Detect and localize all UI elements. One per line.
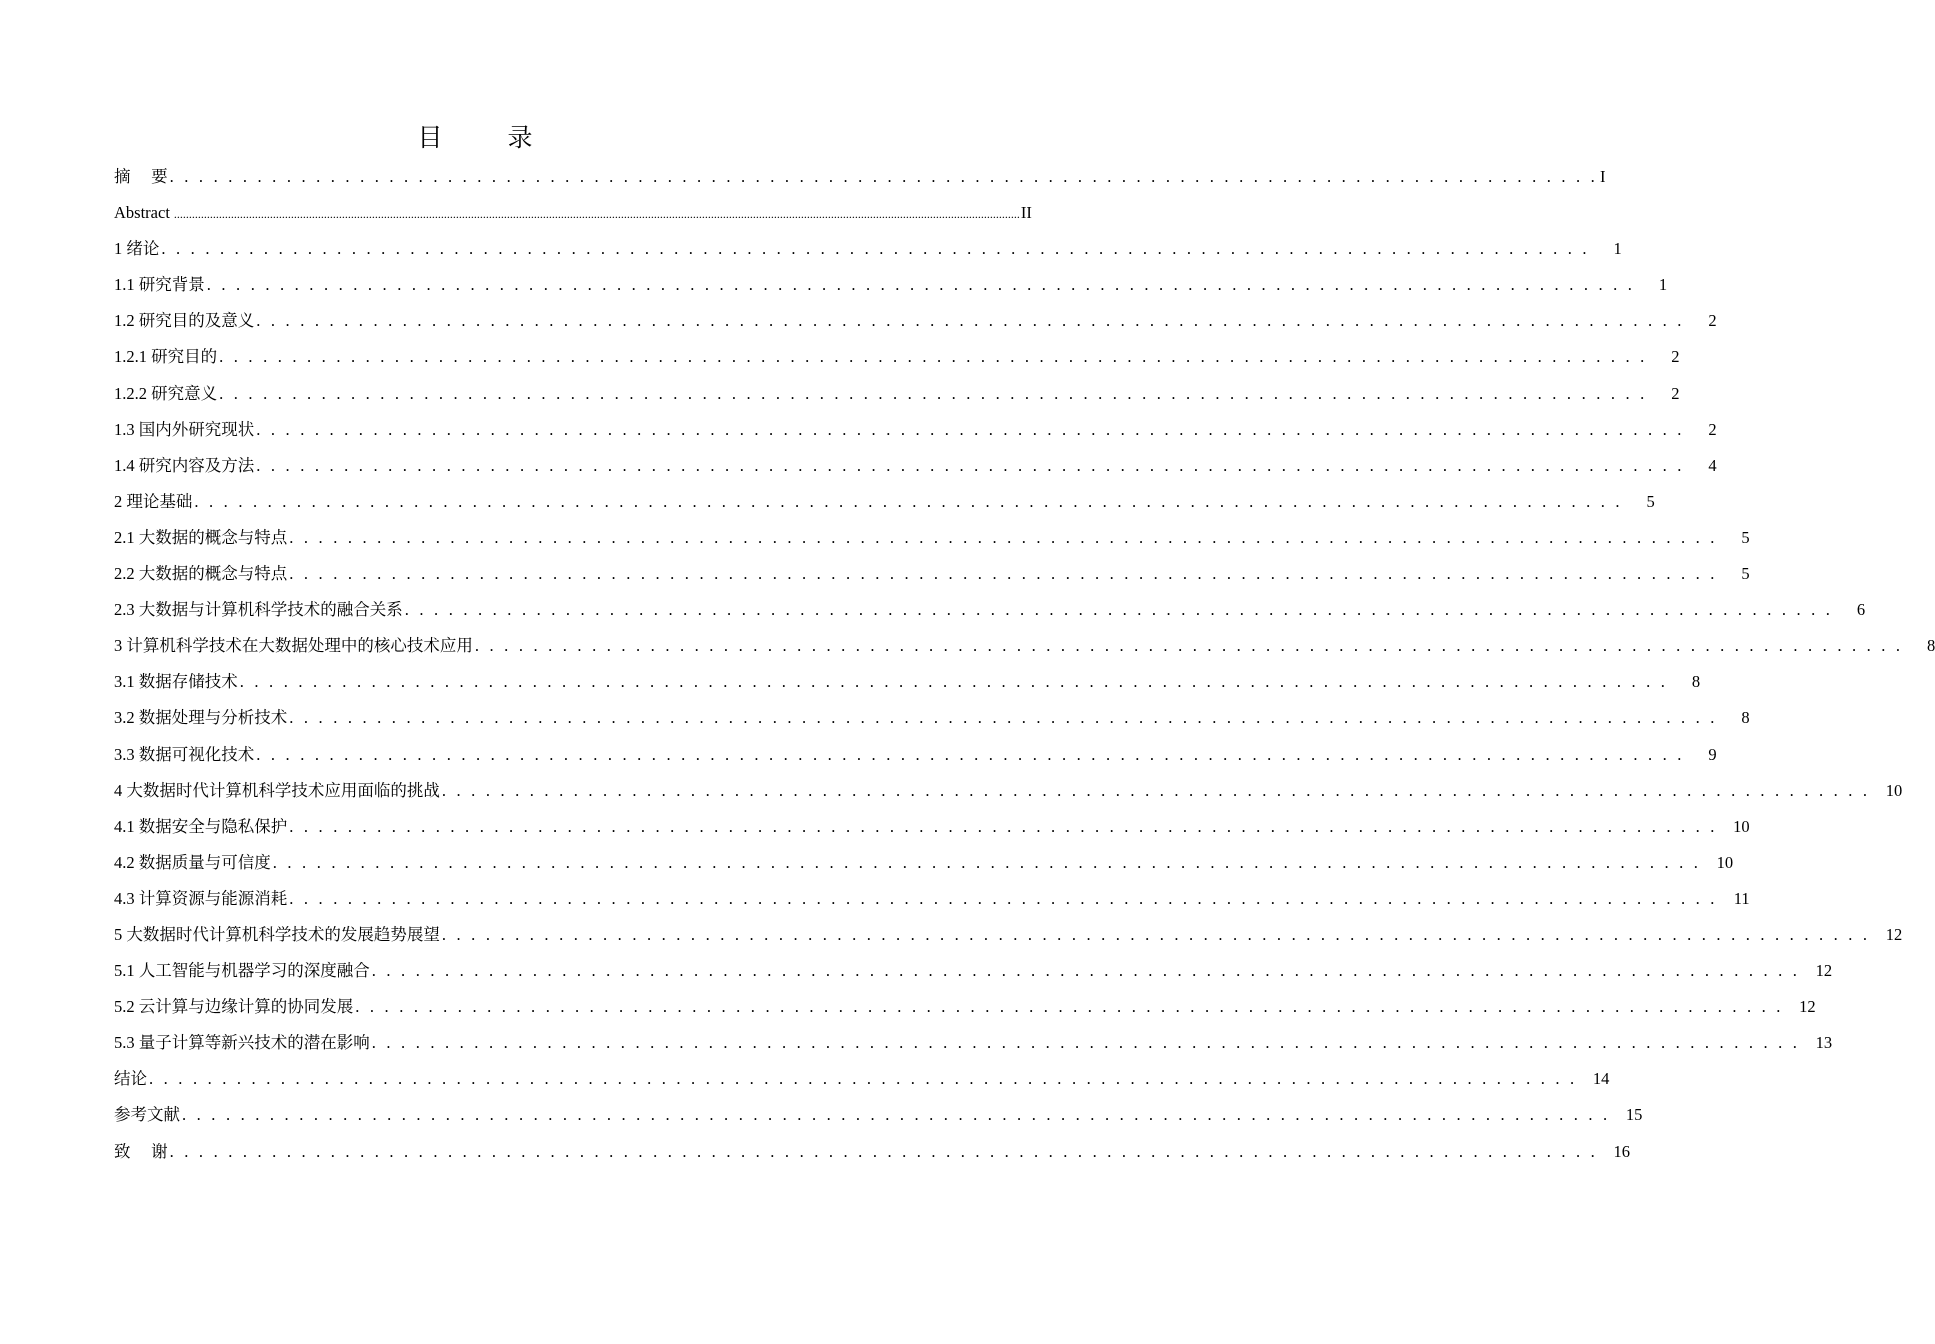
toc-entry-page-number: 5 bbox=[1741, 527, 1750, 547]
toc-title: 目 录 bbox=[417, 123, 553, 152]
toc-entry[interactable] bbox=[114, 845, 1734, 881]
toc-dot-leader: .......................................................................................................................................................................................................................................................................................... bbox=[173, 207, 1020, 222]
toc-entry-page-number: II bbox=[1020, 203, 1032, 223]
toc-entry[interactable] bbox=[114, 1134, 1630, 1170]
toc-entry-label: 摘 要 bbox=[114, 167, 168, 186]
toc-entry-label: 1.2.1 研究目的 bbox=[114, 347, 218, 367]
toc-dot-leader: . . . . . . . . . . . . . . . . . . . . . . . . . . . . . . . . . . . . . . . . . . . . . . . . . . . . . . . . . . . . . . . . . . . . . . . . . . . . . . . . . . . . . . . . . . . . . . . . . . bbox=[355, 997, 1784, 1017]
toc-entry-label: 4.3 计算资源与能源消耗 bbox=[114, 888, 288, 908]
toc-entry-label: 5.2 云计算与边缘计算的协同发展 bbox=[114, 997, 354, 1017]
toc-entry-label: 4.1 数据安全与隐私保护 bbox=[114, 816, 288, 836]
toc-list bbox=[114, 159, 1935, 1170]
toc-entry-page-number: 11 bbox=[1733, 888, 1750, 908]
toc-entry-page-number: 12 bbox=[1815, 961, 1833, 981]
toc-entry[interactable] bbox=[114, 267, 1668, 303]
toc-entry[interactable] bbox=[114, 195, 1032, 231]
toc-entry-page-number: 9 bbox=[1708, 744, 1717, 764]
toc-entry-label: 5.3 量子计算等新兴技术的潜在影响 bbox=[114, 1033, 370, 1053]
toc-entry-page-number: 6 bbox=[1856, 600, 1866, 620]
toc-entry-label: 2.1 大数据的概念与特点 bbox=[114, 527, 288, 547]
toc-entry-page-number: 1 bbox=[1613, 239, 1622, 259]
toc-entry-page-number: 12 bbox=[1885, 924, 1903, 944]
toc-entry-label: 2.3 大数据与计算机科学技术的融合关系 bbox=[114, 600, 403, 620]
toc-entry[interactable] bbox=[114, 484, 1655, 520]
toc-entry[interactable] bbox=[114, 412, 1717, 448]
toc-entry-label: 4 大数据时代计算机科学技术应用面临的挑战 bbox=[114, 780, 440, 800]
toc-entry-page-number: 1 bbox=[1658, 275, 1668, 295]
toc-entry[interactable] bbox=[114, 1025, 1833, 1061]
toc-dot-leader: . . . . . . . . . . . . . . . . . . . . . . . . . . . . . . . . . . . . . . . . . . . . . . . . . . . . . . . . . . . . . . . . . . . . . . . . . . . . . . . . . . . . . . . . . . . . . . . . . . bbox=[371, 1033, 1801, 1053]
toc-entry-page-number: 4 bbox=[1708, 455, 1717, 475]
toc-dot-leader: . . . . . . . . . . . . . . . . . . . . . . . . . . . . . . . . . . . . . . . . . . . . . . . . . . . . . . . . . . . . . . . . . . . . . . . . . . . . . . . . . . . . . . . . . . . . . . . . . . bbox=[194, 491, 1623, 511]
toc-entry[interactable] bbox=[114, 376, 1680, 412]
toc-dot-leader: . . . . . . . . . . . . . . . . . . . . . . . . . . . . . . . . . . . . . . . . . . . . . . . . . . . . . . . . . . . . . . . . . . . . . . . . . . . . . . . . . . . . . . . . . . . . . . . . . . bbox=[289, 708, 1718, 728]
toc-dot-leader: . . . . . . . . . . . . . . . . . . . . . . . . . . . . . . . . . . . . . . . . . . . . . . . . . . . . . . . . . . . . . . . . . . . . . . . . . . . . . . . . . . . . . . . . . . . . . . . . . . bbox=[441, 780, 1871, 800]
toc-entry[interactable] bbox=[114, 448, 1717, 484]
toc-entry-label: 3 计算机科学技术在大数据处理中的核心技术应用 bbox=[114, 636, 473, 656]
toc-entry-page-number: 2 bbox=[1708, 311, 1717, 331]
toc-dot-leader: . . . . . . . . . . . . . . . . . . . . . . . . . . . . . . . . . . . . . . . . . . . . . . . . . . . . . . . . . . . . . . . . . . . . . . . . . . . . . . . . . . . . . . . . . . . . . . . . . . bbox=[289, 888, 1718, 908]
toc-entry-label: 1 绪论 bbox=[114, 239, 160, 259]
toc-dot-leader: . . . . . . . . . . . . . . . . . . . . . . . . . . . . . . . . . . . . . . . . . . . . . . . . . . . . . . . . . . . . . . . . . . . . . . . . . . . . . . . . . . . . . . . . . . . . . . . . . . bbox=[272, 852, 1702, 872]
toc-entry[interactable] bbox=[114, 339, 1680, 375]
toc-dot-leader: . . . . . . . . . . . . . . . . . . . . . . . . . . . . . . . . . . . . . . . . . . . . . . . . . . . . . . . . . . . . . . . . . . . . . . . . . . . . . . . . . . . . . . . . . . . . . . . . . . bbox=[474, 636, 1904, 656]
toc-entry-page-number: 10 bbox=[1885, 780, 1903, 800]
toc-dot-leader: . . . . . . . . . . . . . . . . . . . . . . . . . . . . . . . . . . . . . . . . . . . . . . . . . . . . . . . . . . . . . . . . . . . . . . . . . . . . . . . . . . . . . . . . . . . . . . . . . . bbox=[169, 1141, 1598, 1161]
toc-entry-label: 1.2.2 研究意义 bbox=[114, 383, 218, 403]
toc-entry-label: 2 理论基础 bbox=[114, 491, 193, 511]
toc-entry-page-number: 8 bbox=[1927, 636, 1935, 656]
toc-dot-leader: . . . . . . . . . . . . . . . . . . . . . . . . . . . . . . . . . . . . . . . . . . . . . . . . . . . . . . . . . . . . . . . . . . . . . . . . . . . . . . . . . . . . . . . . . . . . . . . . . . bbox=[256, 744, 1685, 764]
toc-entry[interactable] bbox=[114, 737, 1717, 773]
toc-entry-label: 1.1 研究背景 bbox=[114, 275, 205, 295]
toc-dot-leader: . . . . . . . . . . . . . . . . . . . . . . . . . . . . . . . . . . . . . . . . . . . . . . . . . . . . . . . . . . . . . . . . . . . . . . . . . . . . . . . . . . . . . . . . . . . . . . . . . . bbox=[219, 383, 1648, 403]
toc-dot-leader: . . . . . . . . . . . . . . . . . . . . . . . . . . . . . . . . . . . . . . . . . . . . . . . . . . . . . . . . . . . . . . . . . . . . . . . . . . . . . . . . . . . . . . . . . . . . . . . . . . bbox=[182, 1105, 1611, 1125]
toc-entry-label: 3.1 数据存储技术 bbox=[114, 672, 238, 692]
toc-entry-page-number: 10 bbox=[1733, 816, 1750, 836]
toc-entry-label: 4.2 数据质量与可信度 bbox=[114, 852, 271, 872]
toc-dot-leader: . . . . . . . . . . . . . . . . . . . . . . . . . . . . . . . . . . . . . . . . . . . . . . . . . . . . . . . . . . . . . . . . . . . . . . . . . . . . . . . . . . . . . . . . . . . . . . . . . . bbox=[256, 311, 1685, 331]
toc-entry-page-number: 13 bbox=[1815, 1033, 1833, 1053]
toc-entry-label: 结论 bbox=[114, 1069, 147, 1089]
toc-entry[interactable] bbox=[114, 159, 1606, 195]
toc-dot-leader: . . . . . . . . . . . . . . . . . . . . . . . . . . . . . . . . . . . . . . . . . . . . . . . . . . . . . . . . . . . . . . . . . . . . . . . . . . . . . . . . . . . . . . . . . . . . . . . . . . bbox=[149, 1069, 1578, 1089]
toc-entry[interactable] bbox=[114, 520, 1750, 556]
toc-entry[interactable] bbox=[114, 1061, 1610, 1097]
toc-entry-page-number: 8 bbox=[1691, 672, 1701, 692]
toc-dot-leader: . . . . . . . . . . . . . . . . . . . . . . . . . . . . . . . . . . . . . . . . . . . . . . . . . . . . . . . . . . . . . . . . . . . . . . . . . . . . . . . . . . . . . . . . . . . . . . . . . . bbox=[289, 564, 1718, 584]
toc-entry-label: 3.2 数据处理与分析技术 bbox=[114, 708, 288, 728]
toc-entry-label: 1.4 研究内容及方法 bbox=[114, 455, 255, 475]
toc-entry-page-number: 12 bbox=[1799, 997, 1816, 1017]
toc-entry[interactable] bbox=[114, 700, 1750, 736]
toc-entry[interactable] bbox=[114, 303, 1717, 339]
toc-entry-label: 5 大数据时代计算机科学技术的发展趋势展望 bbox=[114, 924, 440, 944]
toc-entry-page-number: 14 bbox=[1592, 1069, 1610, 1089]
toc-dot-leader: . . . . . . . . . . . . . . . . . . . . . . . . . . . . . . . . . . . . . . . . . . . . . . . . . . . . . . . . . . . . . . . . . . . . . . . . . . . . . . . . . . . . . . . . . . . . . . . . . . bbox=[256, 419, 1685, 439]
toc-entry-label: 致 谢 bbox=[114, 1141, 168, 1161]
toc-dot-leader: . . . . . . . . . . . . . . . . . . . . . . . . . . . . . . . . . . . . . . . . . . . . . . . . . . . . . . . . . . . . . . . . . . . . . . . . . . . . . . . . . . . . . . . . . . . . . . . . . . bbox=[206, 275, 1636, 295]
toc-entry-label: 1.3 国内外研究现状 bbox=[114, 419, 255, 439]
toc-entry[interactable] bbox=[114, 989, 1816, 1025]
toc-entry-page-number: 15 bbox=[1625, 1105, 1643, 1125]
toc-entry-label: 2.2 大数据的概念与特点 bbox=[114, 564, 288, 584]
toc-entry-page-number: 16 bbox=[1613, 1141, 1630, 1161]
toc-entry[interactable] bbox=[114, 628, 1935, 664]
toc-entry-page-number: 2 bbox=[1671, 347, 1680, 367]
toc-entry[interactable] bbox=[114, 592, 1866, 628]
toc-dot-leader: . . . . . . . . . . . . . . . . . . . . . . . . . . . . . . . . . . . . . . . . . . . . . . . . . . . . . . . . . . . . . . . . . . . . . . . . . . . . . . . . . . . . . . . . . . . . . . . . . . bbox=[289, 527, 1718, 547]
toc-dot-leader: . . . . . . . . . . . . . . . . . . . . . . . . . . . . . . . . . . . . . . . . . . . . . . . . . . . . . . . . . . . . . . . . . . . . . . . . . . . . . . . . . . . . . . . . . . . . . . . . . . bbox=[161, 239, 1590, 259]
toc-entry-page-number: 8 bbox=[1741, 708, 1750, 728]
toc-entry-page-number: I bbox=[1600, 167, 1606, 186]
toc-entry[interactable] bbox=[114, 773, 1903, 809]
toc-entry-label: 参考文献 bbox=[114, 1105, 180, 1125]
toc-entry-label: 5.1 人工智能与机器学习的深度融合 bbox=[114, 961, 370, 981]
toc-entry-page-number: 5 bbox=[1646, 491, 1655, 511]
toc-dot-leader: . . . . . . . . . . . . . . . . . . . . . . . . . . . . . . . . . . . . . . . . . . . . . . . . . . . . . . . . . . . . . . . . . . . . . . . . . . . . . . . . . . . . . . . . . . . . . . . . . . bbox=[256, 455, 1685, 475]
toc-entry[interactable] bbox=[114, 664, 1701, 700]
toc-entry[interactable] bbox=[114, 917, 1903, 953]
toc-entry-page-number: 5 bbox=[1741, 564, 1750, 584]
toc-entry-label: 3.3 数据可视化技术 bbox=[114, 744, 255, 764]
toc-entry-label: Abstract bbox=[114, 203, 170, 223]
toc-dot-leader: . . . . . . . . . . . . . . . . . . . . . . . . . . . . . . . . . . . . . . . . . . . . . . . . . . . . . . . . . . . . . . . . . . . . . . . . . . . . . . . . . . . . . . . . . . . . . . . . . . bbox=[289, 816, 1718, 836]
toc-entry[interactable] bbox=[114, 953, 1833, 989]
toc-entry-page-number: 2 bbox=[1708, 419, 1717, 439]
toc-dot-leader: . . . . . . . . . . . . . . . . . . . . . . . . . . . . . . . . . . . . . . . . . . . . . . . . . . . . . . . . . . . . . . . . . . . . . . . . . . . . . . . . . . . . . . . . . . . . . . . . . . bbox=[404, 600, 1834, 620]
toc-dot-leader: . . . . . . . . . . . . . . . . . . . . . . . . . . . . . . . . . . . . . . . . . . . . . . . . . . . . . . . . . . . . . . . . . . . . . . . . . . . . . . . . . . . . . . . . . . . . . . . . . . bbox=[239, 672, 1669, 692]
toc-dot-leader: . . . . . . . . . . . . . . . . . . . . . . . . . . . . . . . . . . . . . . . . . . . . . . . . . . . . . . . . . . . . . . . . . . . . . . . . . . . . . . . . . . . . . . . . . . . . . . . . . . bbox=[371, 961, 1801, 981]
toc-entry-page-number: 10 bbox=[1716, 852, 1734, 872]
toc-entry[interactable] bbox=[114, 881, 1750, 917]
toc-entry[interactable] bbox=[114, 231, 1622, 267]
toc-dot-leader: . . . . . . . . . . . . . . . . . . . . . . . . . . . . . . . . . . . . . . . . . . . . . . . . . . . . . . . . . . . . . . . . . . . . . . . . . . . . . . . . . . . . . . . . . . . . . . . . . . bbox=[441, 924, 1871, 944]
toc-entry[interactable] bbox=[114, 556, 1750, 592]
toc-dot-leader: . . . . . . . . . . . . . . . . . . . . . . . . . . . . . . . . . . . . . . . . . . . . . . . . . . . . . . . . . . . . . . . . . . . . . . . . . . . . . . . . . . . . . . . . . . . . . . . . . . bbox=[219, 347, 1648, 367]
toc-entry[interactable] bbox=[114, 809, 1750, 845]
toc-entry-page-number: 2 bbox=[1671, 383, 1680, 403]
toc-entry[interactable] bbox=[114, 1097, 1643, 1133]
toc-dot-leader: . . . . . . . . . . . . . . . . . . . . . . . . . . . . . . . . . . . . . . . . . . . . . . . . . . . . . . . . . . . . . . . . . . . . . . . . . . . . . . . . . . . . . . . . . . . . . . . . . . bbox=[169, 167, 1598, 186]
toc-entry-label: 1.2 研究目的及意义 bbox=[114, 311, 255, 331]
